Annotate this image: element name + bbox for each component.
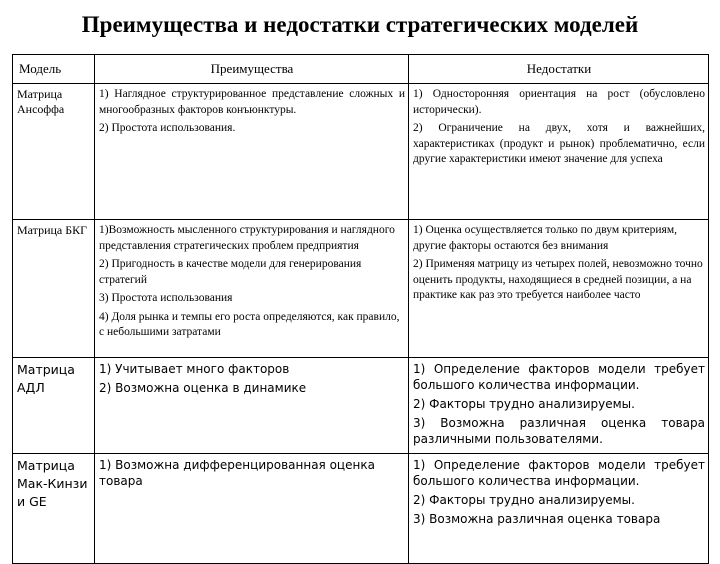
advantage-item: 1)Возможность мысленного структурирования и наглядного представления стратегических проблем предприятия (99, 224, 395, 252)
disadvantage-item: 1) Оценка осуществляется только по двум критериям, другие факторы остаются без внимания (413, 224, 677, 252)
table-row-mckinsey (13, 454, 709, 564)
advantage-item: 1) Учитывает много факторов (99, 362, 290, 376)
table-row-bcg (13, 220, 709, 358)
model-cell (13, 358, 95, 454)
advantages-cell (95, 358, 409, 454)
disadvantage-item: 2) Факторы трудно анализируемы. (413, 397, 635, 411)
advantage-item: 2) Пригодность в качестве модели для генерирования стратегий (99, 258, 362, 286)
advantage-item: 2) Простота использования. (99, 122, 236, 134)
advantage-item: 3) Простота использования (99, 292, 233, 304)
model-name: Матрица АДЛ (17, 362, 75, 395)
table-row-ansoff (13, 84, 709, 220)
model-name: Матрица Мак-Кинзи и GE (17, 458, 88, 509)
model-name: Матрица Ансоффа (17, 87, 65, 116)
advantage-item: 4) Доля рынка и темпы его роста определяются, как правило, с небольшими затратами (99, 310, 400, 338)
advantage-item: 2) Возможна оценка в динамике (99, 381, 307, 395)
advantages-cell (95, 220, 409, 358)
comparison-table (12, 54, 709, 564)
table-row-adl (13, 358, 709, 454)
advantages-cell (95, 84, 409, 220)
model-name: Матрица БКГ (17, 223, 88, 237)
advantages-cell (95, 454, 409, 564)
page-title: Преимущества и недостатки стратегических моделей (81, 12, 639, 37)
advantage-item: 1) Наглядное структурированное представление сложных и многообразных факторов конъюнктуры. (99, 88, 405, 116)
model-cell (13, 454, 95, 564)
disadvantage-item: 2) Факторы трудно анализируемы. (413, 493, 635, 507)
disadvantage-item: 2) Применяя матрицу из четырех полей, невозможно точно оценить продукты, находящиеся в средней позиции, а на практике как раз это требуется наиболее часто (413, 258, 703, 301)
disadvantages-cell (409, 220, 709, 358)
table-header-row (13, 55, 709, 84)
disadvantage-item: 1) Определение факторов модели требует большого количества информации. (413, 458, 705, 488)
model-cell (13, 220, 95, 358)
disadvantages-cell (409, 358, 709, 454)
column-header-model: Модель (13, 55, 95, 84)
disadvantages-cell (409, 454, 709, 564)
disadvantage-item: 3) Возможна различная оценка товара различными пользователями. (413, 416, 705, 446)
advantage-item: 1) Возможна дифференцированная оценка товара (99, 458, 375, 488)
disadvantage-item: 1) Определение факторов модели требует большого количества информации. (413, 362, 705, 392)
disadvantage-item: 3) Возможна различная оценка товара (413, 512, 661, 526)
model-cell (13, 84, 95, 220)
column-header-advantages: Преимущества (95, 55, 409, 84)
disadvantages-cell (409, 84, 709, 220)
column-header-disadvantages: Недостатки (409, 55, 709, 84)
disadvantage-item: 2) Ограничение на двух, хотя и важнейших, характеристиках (продукт и рынок) проблематично, если другие характеристики имеют значение для успеха (413, 122, 705, 165)
disadvantage-item: 1) Односторонняя ориентация на рост (обусловлено исторически). (413, 88, 705, 116)
